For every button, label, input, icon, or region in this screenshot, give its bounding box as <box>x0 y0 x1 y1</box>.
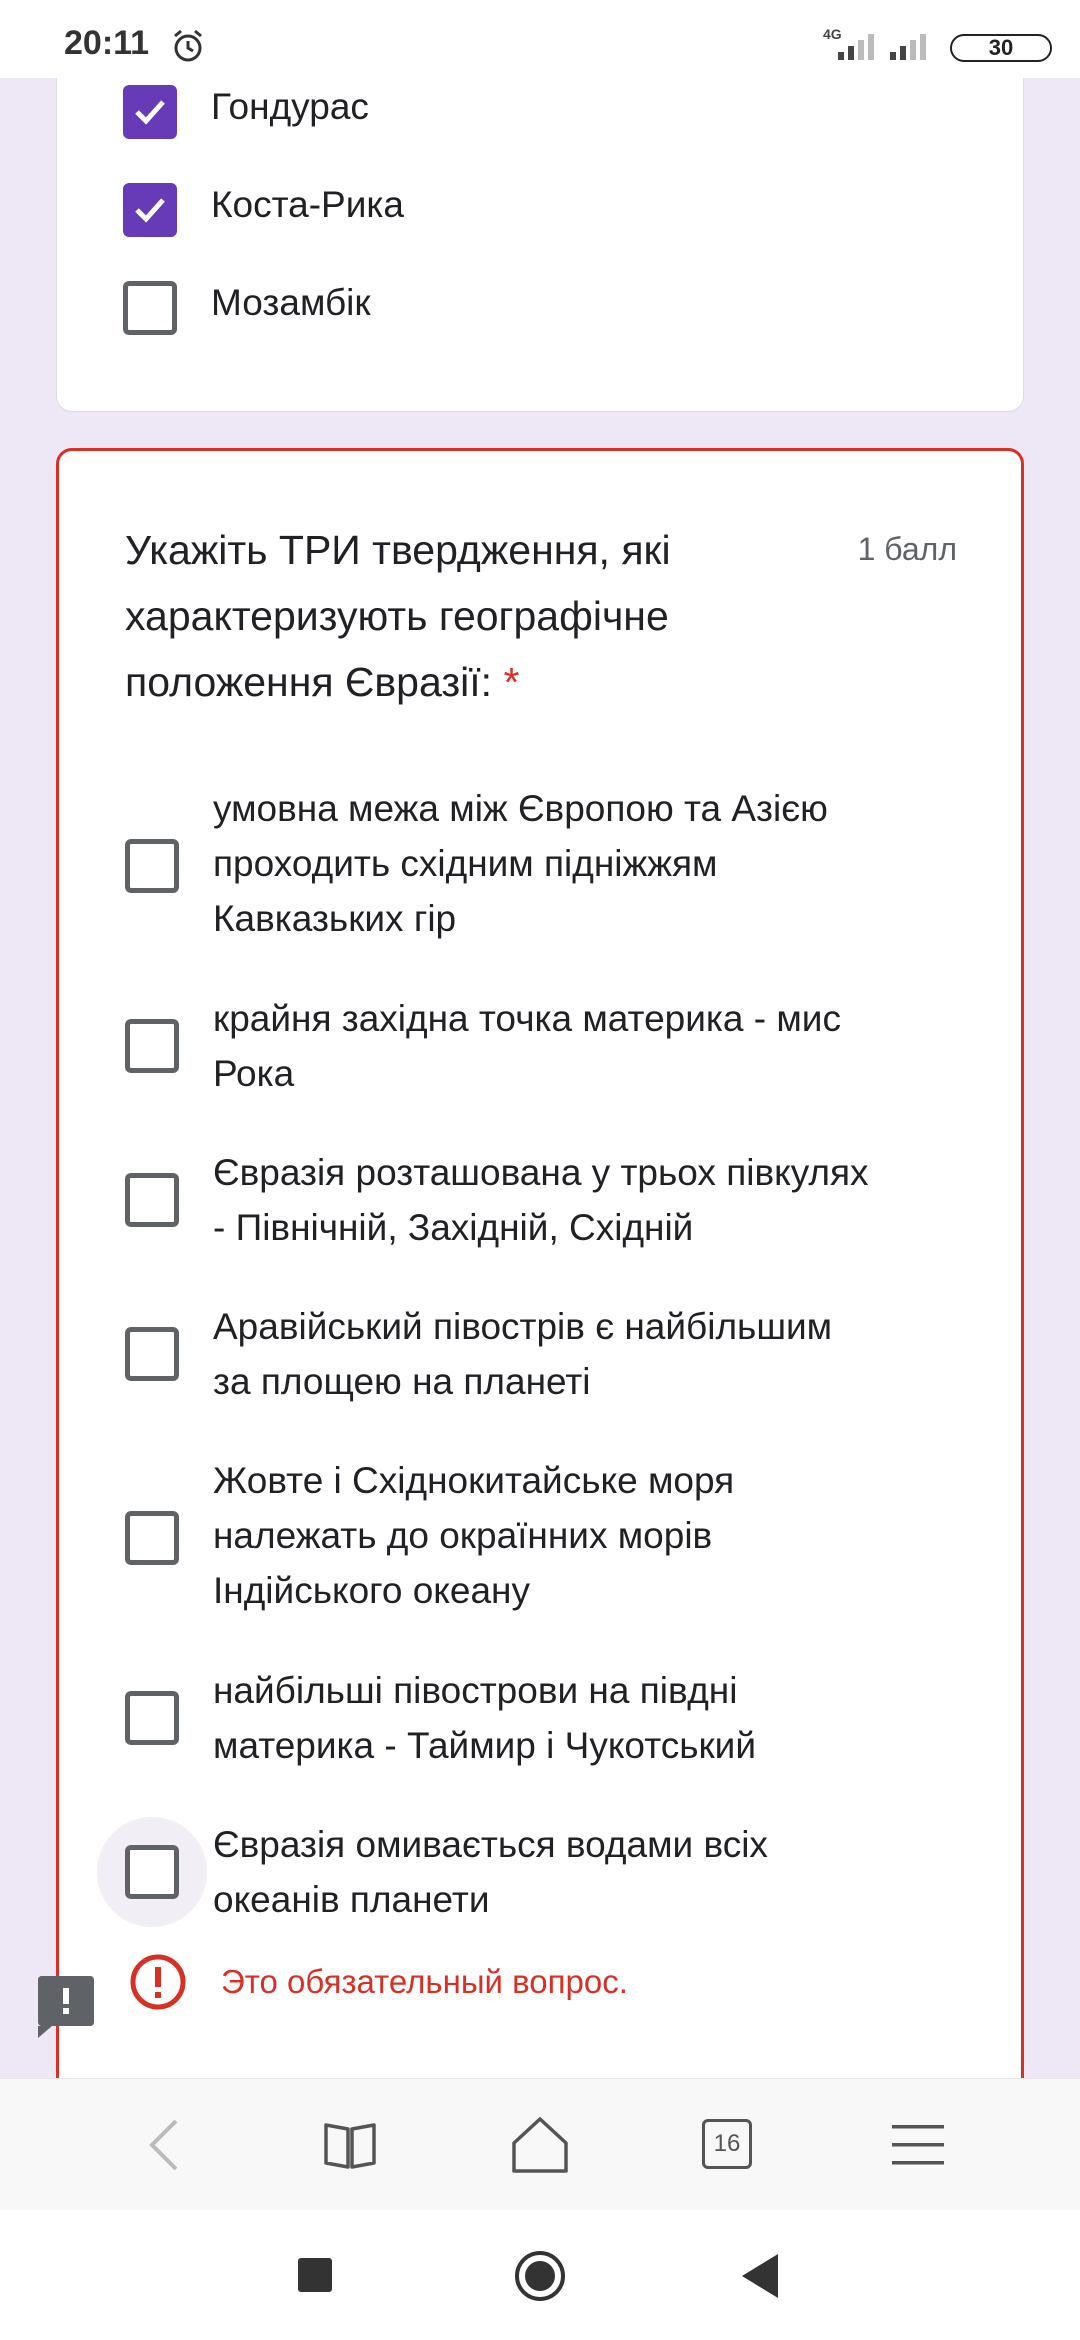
error-icon <box>129 1953 187 2016</box>
required-mark: * <box>503 659 520 705</box>
previous-question-card <box>56 40 1024 412</box>
question-title <box>125 517 825 715</box>
question-title-line: характеризують географічне <box>125 593 669 639</box>
question-title-line: Укажіть ТРИ твердження, які <box>125 527 671 573</box>
recents-icon[interactable] <box>298 2258 332 2297</box>
question-points: 1 балл <box>857 531 957 567</box>
checkbox-icon[interactable] <box>125 1327 179 1381</box>
checkbox-icon[interactable] <box>125 1845 179 1899</box>
question-title-line: положення Євразії: <box>125 659 493 705</box>
option-label: Аравійський півострів є найбільшим за площею на планеті <box>213 1306 833 1402</box>
home-icon[interactable] <box>510 2115 570 2180</box>
checkbox-icon[interactable] <box>123 281 177 335</box>
checkbox-icon[interactable] <box>125 839 179 893</box>
checkbox-icon[interactable] <box>125 1691 179 1745</box>
option-label: Жовте і Східнокитайське моря належать до окраїнних морів Індійського океану <box>213 1460 735 1611</box>
question-card <box>56 448 1024 2148</box>
signal-icon-2 <box>888 30 932 67</box>
option-label: умовна межа між Європою та Азією проходить східним підніжжям Кавказьких гір <box>213 788 828 939</box>
option-label: Коста-Рика <box>211 184 404 225</box>
back-icon[interactable] <box>140 2115 190 2180</box>
home-nav-icon[interactable] <box>514 2250 566 2307</box>
status-time: 20:11 <box>64 24 150 62</box>
option-label: Мозамбік <box>211 282 371 323</box>
option-label: Гондурас <box>211 86 369 127</box>
checkbox-icon[interactable] <box>125 1511 179 1565</box>
option-label: Євразія омивається водами всіх океанів планети <box>213 1824 768 1920</box>
checkbox-icon[interactable] <box>125 1173 179 1227</box>
option-label: Євразія розташована у трьох півкулях - Північній, Західній, Східній <box>213 1152 869 1248</box>
report-icon[interactable] <box>38 1976 94 2026</box>
checkbox-checked-icon[interactable] <box>123 85 177 139</box>
battery-icon: 30 <box>950 34 1052 62</box>
checkbox-checked-icon[interactable] <box>123 183 177 237</box>
signal-icon <box>836 30 880 67</box>
error-message: Это обязательный вопрос. <box>221 1963 628 2000</box>
tabs-button[interactable]: 16 <box>702 2119 752 2169</box>
system-nav-bar <box>0 2210 1080 2340</box>
back-nav-icon[interactable] <box>742 2254 778 2303</box>
menu-icon[interactable] <box>890 2115 946 2180</box>
option-label: крайня західна точка материка - мис Рока <box>213 998 841 1094</box>
option-label: найбільші півострови на півдні материка - Таймир і Чукотський <box>213 1670 757 1766</box>
bookmarks-icon[interactable] <box>322 2115 378 2180</box>
status-bar <box>0 0 1080 78</box>
alarm-icon <box>170 28 206 69</box>
network-type: 4G <box>823 26 842 42</box>
checkbox-icon[interactable] <box>125 1019 179 1073</box>
browser-toolbar <box>0 2078 1080 2211</box>
